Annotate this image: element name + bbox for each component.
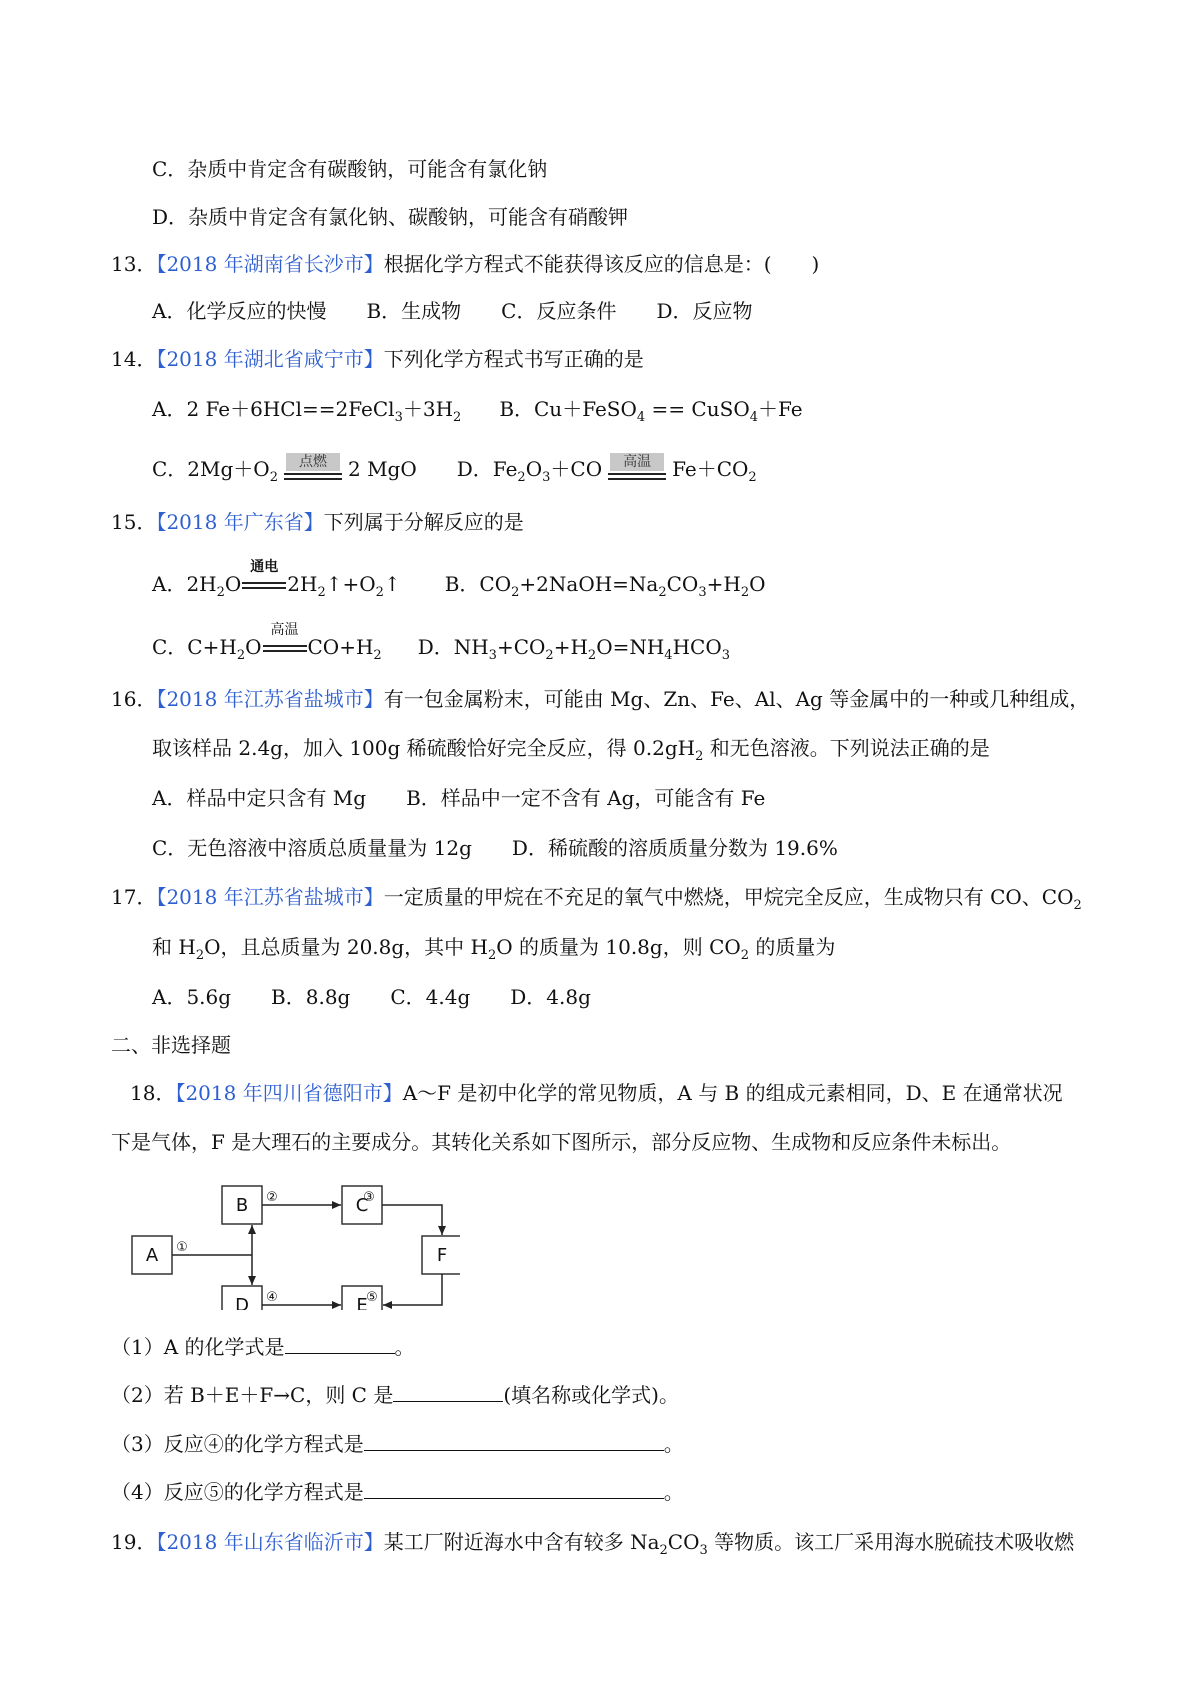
q15-source-tag: 【2018 年广东省】 <box>156 510 324 534</box>
answer-blank-1[interactable] <box>285 1333 395 1354</box>
arrow-2-label: ② <box>266 1190 278 1205</box>
q12-option-d: D．杂质中肯定含有氯化钠、碳酸钠，可能含有硝酸钾 <box>152 205 629 229</box>
arrow-5-line <box>383 1274 442 1305</box>
q15-options-cd: C．$C+H_2O$ 高温 $CO+H_2$ D．$NH_3+CO_2+H_2O=NH_4HCO_3$ <box>152 621 730 663</box>
q16-stem <box>111 685 1089 713</box>
q16-option-a: A．样品中定只含有 Mg <box>152 786 367 810</box>
q13-text: 根据化学方程式不能获得该反应的信息是：( ) <box>383 252 820 276</box>
q17-source-tag: 【2018 年江苏省盐城市】 <box>156 885 384 909</box>
q18-stem <box>130 1079 1063 1107</box>
q15-text: 下列属于分解反应的是 <box>323 510 524 534</box>
q14-options-ab: A．2 $Fe+6HCl==2FeCl_3+3H_2$ B．Cu＋FeSO$_4$ == CuSO$_4$＋Fe <box>152 397 803 425</box>
q16-stem-line2: 取该样品 2.4g，加入 100g 稀硫酸恰好完全反应，得 $0.2gH_2$ 和无色溶液。下列说法正确的是 <box>152 736 990 764</box>
arrow-3-label: ③ <box>363 1190 375 1205</box>
node-f-label: F <box>436 1245 448 1266</box>
section-heading: 二、非选择题 <box>111 1033 231 1057</box>
q19-stem: 19．【2018 年山东省临沂市】某工厂附近海水中含有较多 $Na_2CO_3$ 等物质。该工厂采用海水脱硫技术吸收燃 <box>111 1530 1075 1558</box>
node-e-label: E <box>356 1295 368 1310</box>
q16-options-cd <box>152 834 838 862</box>
q13-source-tag: 【2018 年湖南省长沙市】 <box>156 252 384 276</box>
q18-number: 18． <box>130 1081 176 1105</box>
q14-source-tag: 【2018 年湖北省咸宁市】 <box>156 347 384 371</box>
q16-number: 16． <box>111 687 157 711</box>
node-c-label: C <box>355 1195 369 1216</box>
condition-electrolysis: 通电 <box>242 572 286 600</box>
q17-stem-line2: 和 $H_2O$，且总质量为 20.8g，其中 $H_2O$ 的质量为 10.8g，则 $CO_2$ 的质量为 <box>152 935 836 963</box>
node-b-label: B <box>235 1195 249 1216</box>
q13-options: A．化学反应的快慢 B．生成物 C．反应条件 D．反应物 <box>152 299 753 323</box>
q15-number: 15． <box>111 510 157 534</box>
q16-option-d: D．稀硫酸的溶质质量分数为 19.6% <box>511 836 838 860</box>
q18-sub2: （2）若 B＋E＋F→C，则 C 是 (填名称或化学式)。 <box>111 1383 679 1407</box>
arrow-3-line <box>382 1205 442 1235</box>
q15-stem <box>111 508 524 536</box>
arrow-4-label: ④ <box>266 1290 278 1305</box>
q14-stem <box>111 345 644 373</box>
arrow-1-label: ① <box>176 1240 188 1255</box>
q16-option-b: B．样品中一定不含有 Ag，可能含有 Fe <box>406 786 766 810</box>
q12-option-c: C．杂质中肯定含有碳酸钠，可能含有氯化钠 <box>152 157 548 181</box>
q16-option-c: C．无色溶液中溶质总质量量为 12g <box>152 836 472 860</box>
q16-options-ab <box>152 784 765 812</box>
q17-stem: 17．【2018 年江苏省盐城市】一定质量的甲烷在不充足的氧气中燃烧，甲烷完全反应，生成物只有 CO、$CO_2$ <box>111 885 1082 913</box>
q15-options-ab: A．$2H_2O$ 通电 $2H_2↑+O_2↑$ B．$CO_2+2NaOH=Na_2CO_3+H_2O$ <box>152 558 766 600</box>
q14-options-cd: C．$2Mg+O_2$ 点燃 2 MgO D．$Fe_2O_3+CO$ 高温 $Fe+CO_2$ <box>152 453 757 485</box>
q19-number: 19． <box>111 1530 157 1554</box>
q18-sub3: （3）反应④的化学方程式是 。 <box>111 1432 684 1456</box>
node-a-label: A <box>145 1245 159 1266</box>
q13-number: 13． <box>111 252 157 276</box>
condition-high-temp: 高温 <box>608 457 666 485</box>
answer-blank-3[interactable] <box>364 1430 664 1451</box>
q17-options: A．5.6g B．8.8g C．4.4g D．4.8g <box>152 985 591 1009</box>
q16-text: 有一包金属粉末，可能由 Mg、Zn、Fe、Al、Ag 等金属中的一种或几种组成， <box>383 687 1090 711</box>
answer-blank-4[interactable] <box>364 1478 664 1499</box>
q18-text: A～F 是初中化学的常见物质，A 与 B 的组成元素相同，D、E 在通常状况 <box>402 1081 1063 1105</box>
arrow-5-label: ⑤ <box>366 1290 378 1305</box>
q16-source-tag: 【2018 年江苏省盐城市】 <box>156 687 384 711</box>
node-d-label: D <box>235 1295 249 1310</box>
condition-ignite: 点燃 <box>284 457 342 485</box>
q14-number: 14． <box>111 347 157 371</box>
q18-source-tag: 【2018 年四川省德阳市】 <box>175 1081 403 1105</box>
q18-sub1: （1）A 的化学式是 。 <box>111 1335 415 1359</box>
q18-sub4: （4）反应⑤的化学方程式是 。 <box>111 1480 684 1504</box>
q14-text: 下列化学方程式书写正确的是 <box>383 347 644 371</box>
q13-stem <box>111 250 819 278</box>
q19-source-tag: 【2018 年山东省临沂市】 <box>156 1530 384 1554</box>
answer-blank-2[interactable] <box>393 1381 503 1402</box>
q18-stem-line2: 下是气体，F 是大理石的主要成分。其转化关系如下图所示，部分反应物、生成物和反应条件未标出。 <box>111 1130 1012 1154</box>
q17-text: 一定质量的甲烷在不充足的氧气中燃烧，甲烷完全反应，生成物只有 CO、CO <box>383 885 1074 909</box>
condition-high-temp-2: 高温 <box>263 635 307 663</box>
q17-number: 17． <box>111 885 157 909</box>
q18-transformation-diagram <box>120 1175 460 1310</box>
